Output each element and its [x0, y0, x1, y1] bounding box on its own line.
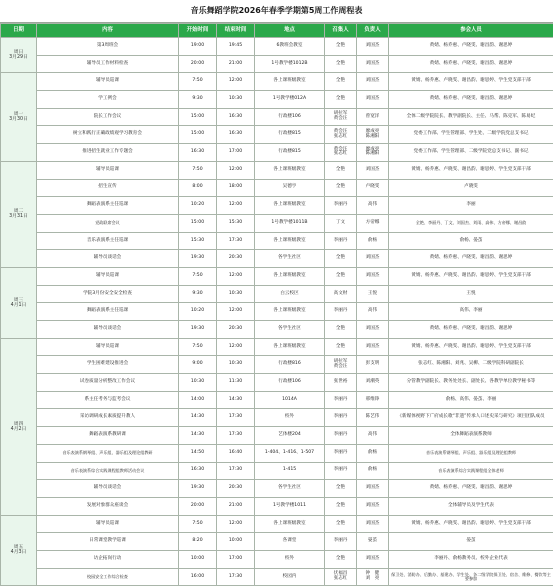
row-end-time: 16:40 — [217, 444, 255, 462]
row-convener: 全艳 — [325, 179, 357, 197]
row-content: 学工例会 — [37, 91, 179, 109]
row-content: 党政联席会议 — [37, 214, 179, 232]
table-row — [1, 214, 553, 232]
row-attendees: 俞杨、高伟、晏茧、李丽 — [389, 391, 553, 409]
table-row — [1, 73, 553, 91]
row-place: 1号教学楼1012B — [255, 55, 325, 73]
row-owner: 刘国杰 — [357, 161, 389, 179]
header-row — [1, 24, 553, 38]
row-attendees: 全艳、李丽丹、丁文、刘国杰、刘雨、高伟、方帝娜、谢昌韵 — [389, 214, 553, 232]
table-row — [1, 321, 553, 339]
row-content: 树立和践行正确政绩观学习教育会 — [37, 126, 179, 144]
row-place: 行政楼106 — [255, 374, 325, 392]
row-attendees: 俞杨、晏茧 — [389, 232, 553, 250]
row-convener: 全艳 — [325, 515, 357, 533]
row-place: 校外 — [255, 409, 325, 427]
row-start-time: 10:30 — [179, 374, 217, 392]
row-owner: 廖成亮 陈湘阳 — [357, 126, 389, 144]
row-attendees: 黄婧、杨乔惠、卢晓雯、谢昌韵、谢思婷 — [389, 55, 553, 73]
row-attendees: 李丽丹、俞杨教务员、校外企业代表 — [389, 550, 553, 568]
row-attendees: 晏茧 — [389, 533, 553, 551]
row-end-time: 16:30 — [217, 126, 255, 144]
row-content: 舞蹈表演系教研课 — [37, 427, 179, 445]
row-end-time: 17:30 — [217, 462, 255, 480]
row-start-time: 16:00 — [179, 568, 217, 586]
row-place: 行政楼815 — [255, 126, 325, 144]
table-row — [1, 391, 553, 409]
row-convener: 李丽丹 — [325, 444, 357, 462]
row-end-time: 16:30 — [217, 108, 255, 126]
row-end-time: 14:30 — [217, 391, 255, 409]
row-content: 推进招生就业工作专题会 — [37, 144, 179, 162]
weekday-label: 周三 — [2, 298, 35, 303]
row-content: 舞蹈表演系主任巡课 — [37, 303, 179, 321]
date-label: 4月1日 — [2, 303, 35, 308]
row-attendees: 全体辅导员及学生代表 — [389, 497, 553, 515]
row-owner: 方帝娜 — [357, 214, 389, 232]
row-start-time: 15:00 — [179, 108, 217, 126]
row-attendees: 卢晓雯 — [389, 179, 553, 197]
table-row — [1, 267, 553, 285]
row-end-time: 17:30 — [217, 568, 255, 586]
row-content: 音乐表演系钢琴组、声乐组、器乐组及理论组教研 — [37, 444, 179, 462]
row-content: 第3周班会 — [37, 38, 179, 56]
table-row — [1, 444, 553, 462]
row-end-time: 12:00 — [217, 515, 255, 533]
row-end-time: 10:30 — [217, 91, 255, 109]
row-start-time: 10:00 — [179, 550, 217, 568]
table-row — [1, 161, 553, 179]
row-owner: 刘国杰 — [357, 267, 389, 285]
row-convener: 李丽丹 — [325, 391, 357, 409]
row-content: 采访调研成长素质提升教人 — [37, 409, 179, 427]
row-content: 辅导员巡课 — [37, 267, 179, 285]
row-end-time: 20:30 — [217, 480, 255, 498]
row-place: 各学生社区 — [255, 480, 325, 498]
row-owner: 刘国杰 — [357, 515, 389, 533]
row-convener: 李丽丹 — [325, 197, 357, 215]
weekday-label: 周一 — [2, 112, 35, 117]
row-owner: 高伟 — [357, 303, 389, 321]
row-owner: 刘国杰 — [357, 250, 389, 268]
row-attendees: 黄婧、杨乔惠、卢晓雯、谢昌韵、谢思婷、学生党支部干部 — [389, 267, 553, 285]
row-end-time: 18:00 — [217, 179, 255, 197]
row-owner: 钟 健 刘 亮 — [357, 568, 389, 586]
row-place: 1-404、1-416、1-507 — [255, 444, 325, 462]
table-row — [1, 91, 553, 109]
date-label: 4月3日 — [2, 550, 35, 555]
row-attendees: 全体舞蹈表演系教师 — [389, 427, 553, 445]
row-place: 白云校区 — [255, 285, 325, 303]
row-convener: 全艳 — [325, 73, 357, 91]
row-end-time: 12:00 — [217, 267, 255, 285]
row-attendees: 黄婧、杨乔惠、卢晓雯、谢昌韵、谢思婷 — [389, 321, 553, 339]
row-start-time: 15:00 — [179, 214, 217, 232]
row-start-time: 14:50 — [179, 444, 217, 462]
row-convener: 丁文 — [325, 214, 357, 232]
row-place: 各学生社区 — [255, 321, 325, 339]
row-content: 发展对象群众座谈会 — [37, 497, 179, 515]
row-convener: 高文财 — [325, 285, 357, 303]
row-owner: 刘国杰 — [357, 91, 389, 109]
row-content: 校园安全工作综合检查 — [37, 568, 179, 586]
row-convener: 李丽丹 — [325, 303, 357, 321]
row-attendees: 党委工作部、学生管理部、学生处、二级学院党总支书记 — [389, 126, 553, 144]
table-row — [1, 303, 553, 321]
row-end-time: 12:00 — [217, 161, 255, 179]
column-header-owner: 负责人 — [357, 24, 389, 38]
row-end-time: 10:00 — [217, 533, 255, 551]
row-start-time: 14:30 — [179, 427, 217, 445]
row-start-time: 7:50 — [179, 161, 217, 179]
row-content: 院长工作会议 — [37, 108, 179, 126]
row-owner: 刘国杰 — [357, 550, 389, 568]
row-end-time: 12:00 — [217, 338, 255, 356]
row-attendees: 音乐表演系综合实践课程组全体老师 — [389, 462, 553, 480]
row-start-time: 7:50 — [179, 73, 217, 91]
row-place: 1号教学楼1011B — [255, 214, 325, 232]
row-place: 行政楼815 — [255, 144, 325, 162]
row-attendees: 黄婧、杨乔惠、卢晓雯、谢昌韵、谢思婷 — [389, 250, 553, 268]
row-start-time: 19:00 — [179, 38, 217, 56]
row-end-time: 12:00 — [217, 303, 255, 321]
row-content: 辅导员谈话会 — [37, 480, 179, 498]
table-row — [1, 285, 553, 303]
row-start-time: 16:30 — [179, 144, 217, 162]
weekday-label: 周日 — [2, 50, 35, 55]
table-row — [1, 497, 553, 515]
row-content: 招生宣传 — [37, 179, 179, 197]
weekday-label: 周五 — [2, 545, 35, 550]
row-convener: 全艳 — [325, 480, 357, 498]
row-owner: 刘国杰 — [357, 73, 389, 91]
row-content: 音乐表演系主任巡课 — [37, 232, 179, 250]
table-row — [1, 515, 553, 533]
column-header-attendees: 参会人员 — [389, 24, 553, 38]
row-content: 辅导员巡课 — [37, 73, 179, 91]
row-start-time: 20:00 — [179, 497, 217, 515]
table-row — [1, 533, 553, 551]
table-row — [1, 126, 553, 144]
row-owner: 卢晓雯 — [357, 179, 389, 197]
column-header-end: 结束时间 — [217, 24, 255, 38]
date-label: 4月2日 — [2, 427, 35, 432]
row-end-time: 19:45 — [217, 38, 255, 56]
row-attendees: 黄婧、杨乔惠、卢晓雯、谢昌韵、谢思婷、学生党支部干部 — [389, 338, 553, 356]
row-owner: 王悦 — [357, 285, 389, 303]
row-attendees: 高伟、李丽 — [389, 303, 553, 321]
row-convener: 全艳 — [325, 250, 357, 268]
table-row — [1, 338, 553, 356]
table-row — [1, 356, 553, 374]
row-attendees: 李丽 — [389, 197, 553, 215]
row-content: 日常课堂教学巡课 — [37, 533, 179, 551]
row-attendees: 黄婧、杨乔惠、卢晓雯、谢昌韵、谢思婷 — [389, 38, 553, 56]
row-owner: 刘国杰 — [357, 321, 389, 339]
row-convener: 全艳 — [325, 338, 357, 356]
row-convener: 李丽丹 — [325, 232, 357, 250]
row-start-time: 19:30 — [179, 250, 217, 268]
row-content: 系主任考务与监考会议 — [37, 391, 179, 409]
date-label: 3月30日 — [2, 117, 35, 122]
row-place: 各课堂 — [255, 533, 325, 551]
row-attendees: 党委工作部、学生管理部、二级学院党总支书记、副书记 — [389, 144, 553, 162]
row-start-time: 16:30 — [179, 462, 217, 480]
row-place: 各上课班级教室 — [255, 267, 325, 285]
row-content: 访企拓岗行动 — [37, 550, 179, 568]
weekday-label: 周二 — [2, 209, 35, 214]
row-end-time: 12:00 — [217, 73, 255, 91]
row-attendees: 黄婧、杨乔惠、卢晓雯、谢昌韵、谢思婷、学生党支部干部 — [389, 73, 553, 91]
row-end-time: 17:30 — [217, 409, 255, 427]
row-convener: 全艳 — [325, 38, 357, 56]
row-place: 艺体楼204 — [255, 427, 325, 445]
table-row — [1, 179, 553, 197]
row-place: 各上课班级教室 — [255, 73, 325, 91]
row-place: 各上课班级教室 — [255, 515, 325, 533]
row-convener: 全艳 — [325, 321, 357, 339]
row-owner: 曾宽洋 — [357, 108, 389, 126]
row-convener: 伏福昌 张志红 — [325, 568, 357, 586]
row-end-time: 17:00 — [217, 144, 255, 162]
column-header-start: 开始时间 — [179, 24, 217, 38]
row-content: 辅导员巡课 — [37, 515, 179, 533]
row-attendees: 黄婧、杨乔惠、卢晓雯、谢昌韵、谢思婷 — [389, 480, 553, 498]
row-convener: 李丽丹 — [325, 462, 357, 480]
row-owner: 刘国杰 — [357, 338, 389, 356]
table-row — [1, 427, 553, 445]
row-attendees: 张志红、陈湘阳、刘兆、吴柳、二级学院科研副院长 — [389, 356, 553, 374]
row-attendees: 保卫处、消防办、后勤办、基建办、学生处、各二级学院保卫处、宿舍、维修、餐饮等主要参加 — [389, 568, 553, 586]
row-convener: 全艳 — [325, 91, 357, 109]
page-title: 音乐舞蹈学院2026年春季学期第5周工作周程表 — [0, 0, 553, 23]
table-row — [1, 568, 553, 586]
row-convener: 全艳 — [325, 550, 357, 568]
row-convener: 黄会汪 张志红 — [325, 126, 357, 144]
row-attendees: 王悦 — [389, 285, 553, 303]
row-owner: 刘国杰 — [357, 497, 389, 515]
row-start-time: 7:50 — [179, 338, 217, 356]
weekday-label: 周四 — [2, 422, 35, 427]
row-attendees: 分管教学副院长、教务处处长、副处长、各教学单位教学秘书等 — [389, 374, 553, 392]
row-owner: 俞杨 — [357, 462, 389, 480]
row-convener: 全艳 — [325, 267, 357, 285]
row-owner: 刘潮英 — [357, 374, 389, 392]
row-owner: 高伟 — [357, 197, 389, 215]
row-place: 校园内 — [255, 568, 325, 586]
row-content: 辅导员巡课 — [37, 161, 179, 179]
row-owner: 刘国杰 — [357, 480, 389, 498]
row-start-time: 15:30 — [179, 232, 217, 250]
row-content: 辅导员谈话会 — [37, 250, 179, 268]
table-row — [1, 374, 553, 392]
table-row — [1, 108, 553, 126]
row-owner: 刘国杰 — [357, 38, 389, 56]
row-place: 1-415 — [255, 462, 325, 480]
row-content: 辅导员巡课 — [37, 338, 179, 356]
row-content: 辅导员工作材料检查 — [37, 55, 179, 73]
row-start-time: 19:30 — [179, 321, 217, 339]
column-header-place: 地点 — [255, 24, 325, 38]
row-start-time: 9:00 — [179, 356, 217, 374]
row-place: 行政楼816 — [255, 356, 325, 374]
column-header-date: 日期 — [1, 24, 37, 38]
column-header-convener: 召集人 — [325, 24, 357, 38]
row-attendees: 黄婧、杨乔惠、卢晓雯、谢昌韵、谢思婷、学生党支部干部 — [389, 161, 553, 179]
row-end-time: 15:30 — [217, 214, 255, 232]
schedule-body — [1, 38, 553, 586]
row-owner: 刘国杰 — [357, 55, 389, 73]
table-row — [1, 197, 553, 215]
row-place: 各上课班级教室 — [255, 338, 325, 356]
row-start-time: 10:20 — [179, 303, 217, 321]
row-start-time: 20:00 — [179, 55, 217, 73]
row-owner: 俞杨 — [357, 232, 389, 250]
row-end-time: 10:30 — [217, 356, 255, 374]
table-row — [1, 38, 553, 56]
row-place: 各上课班级教室 — [255, 197, 325, 215]
row-place: 行政楼106 — [255, 108, 325, 126]
row-start-time: 19:30 — [179, 480, 217, 498]
row-place: 1号教学楼1011 — [255, 497, 325, 515]
table-row — [1, 462, 553, 480]
table-row — [1, 55, 553, 73]
row-attendees: 黄婧、杨乔惠、卢晓雯、谢昌韵、谢思婷、学生党支部干部 — [389, 515, 553, 533]
row-content: 试卷质量分析整改工作会议 — [37, 374, 179, 392]
row-start-time: 8:00 — [179, 179, 217, 197]
row-start-time: 7:50 — [179, 515, 217, 533]
row-place: 1014A — [255, 391, 325, 409]
row-start-time: 14:30 — [179, 409, 217, 427]
table-row — [1, 144, 553, 162]
row-place: 各上课班级教室 — [255, 232, 325, 250]
row-start-time: 14:00 — [179, 391, 217, 409]
row-convener: 胡拉军 黄会汪 — [325, 108, 357, 126]
table-row — [1, 250, 553, 268]
column-header-content: 内容 — [37, 24, 179, 38]
weekly-schedule-table — [0, 23, 553, 586]
row-content: 音乐表演系综合实践课程组教师活动会议 — [37, 462, 179, 480]
row-end-time: 10:30 — [217, 285, 255, 303]
row-content: 辅导员谈话会 — [37, 321, 179, 339]
row-end-time: 21:00 — [217, 55, 255, 73]
table-row — [1, 409, 553, 427]
row-end-time: 11:30 — [217, 374, 255, 392]
row-place: 6教班会教室 — [255, 38, 325, 56]
row-owner: 晏茧 — [357, 533, 389, 551]
row-place: 各上课班级教室 — [255, 303, 325, 321]
row-attendees: 全体二级学院院长、教学副院长、主任、马帮、陈克军、陈易纪 — [389, 108, 553, 126]
row-end-time: 20:30 — [217, 250, 255, 268]
date-label: 3月31日 — [2, 214, 35, 219]
row-content: 舞蹈表演系主任巡课 — [37, 197, 179, 215]
row-start-time: 15:00 — [179, 126, 217, 144]
row-attendees: 音乐表演系钢琴组、声乐组、器乐组及理论组教师 — [389, 444, 553, 462]
table-row — [1, 232, 553, 250]
row-convener: 全艳 — [325, 55, 357, 73]
row-convener: 张世裕 — [325, 374, 357, 392]
row-end-time: 17:30 — [217, 232, 255, 250]
row-owner: 陈艺伟 — [357, 409, 389, 427]
row-start-time: 9:30 — [179, 91, 217, 109]
row-end-time: 17:30 — [217, 427, 255, 445]
row-start-time: 9:30 — [179, 285, 217, 303]
row-place: 吴德亨 — [255, 179, 325, 197]
row-convener: 李丽丹 — [325, 427, 357, 445]
row-place: 校外 — [255, 550, 325, 568]
date-cell — [1, 338, 37, 515]
row-owner: 俞杨 — [357, 444, 389, 462]
row-convener: 李丽丹 — [325, 533, 357, 551]
row-owner: 高伟 — [357, 427, 389, 445]
row-start-time: 10:20 — [179, 197, 217, 215]
row-convener: 全艳 — [325, 161, 357, 179]
row-owner: 邢维铮 — [357, 391, 389, 409]
row-attendees: 黄婧、杨乔惠、卢晓雯、谢昌韵、谢思婷 — [389, 91, 553, 109]
date-cell — [1, 515, 37, 586]
row-end-time: 17:00 — [217, 550, 255, 568]
table-row — [1, 550, 553, 568]
row-content: 学生困难建设推进会 — [37, 356, 179, 374]
date-cell — [1, 161, 37, 267]
row-attendees: 《新媒体视野下广府成长歌“非遗”传承人口述史采与研究》项目团队成员 — [389, 409, 553, 427]
row-owner: 彭支明 — [357, 356, 389, 374]
row-owner: 廖成亮 陈湘阳 — [357, 144, 389, 162]
row-start-time: 7:50 — [179, 267, 217, 285]
row-place: 各学生社区 — [255, 250, 325, 268]
row-convener: 黄会汪 张志红 — [325, 144, 357, 162]
table-row — [1, 480, 553, 498]
date-cell — [1, 267, 37, 338]
date-cell — [1, 38, 37, 73]
row-place: 各上课班级教室 — [255, 161, 325, 179]
row-convener: 胡拉军 黄会汪 — [325, 356, 357, 374]
row-end-time: 12:00 — [217, 197, 255, 215]
date-label: 3月29日 — [2, 55, 35, 60]
row-content: 学院3月份安全安全检查 — [37, 285, 179, 303]
row-place: 1号教学楼012A — [255, 91, 325, 109]
row-end-time: 20:30 — [217, 321, 255, 339]
date-cell — [1, 73, 37, 161]
row-start-time: 8:20 — [179, 533, 217, 551]
row-convener: 全艳 — [325, 497, 357, 515]
row-convener: 李丽丹 — [325, 409, 357, 427]
row-end-time: 21:00 — [217, 497, 255, 515]
